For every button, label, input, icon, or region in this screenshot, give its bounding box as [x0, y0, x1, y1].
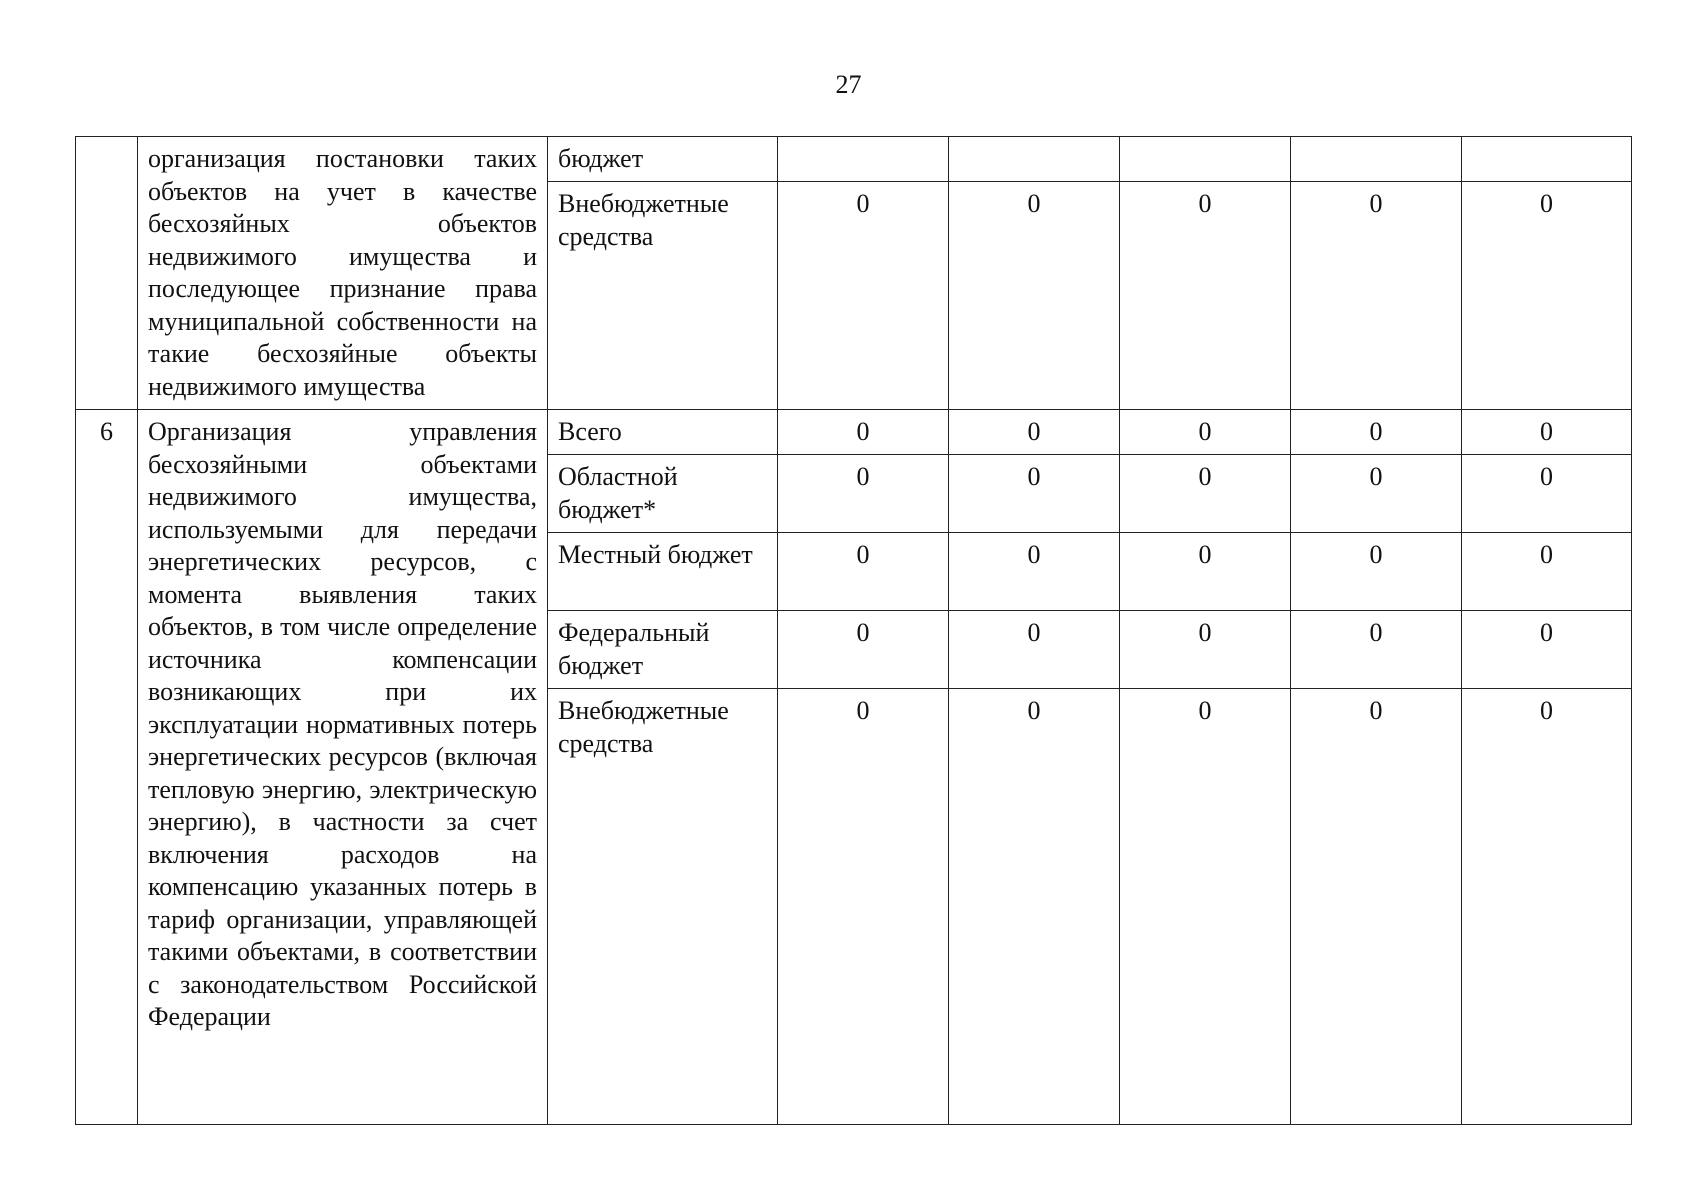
value-cell: 0 — [1462, 410, 1632, 455]
value-cell: 0 — [778, 611, 949, 689]
value-cell: 0 — [1462, 611, 1632, 689]
value-cell: 0 — [949, 611, 1120, 689]
funding-source-cell: Местный бюджет — [548, 533, 778, 611]
value-cell — [1462, 137, 1632, 182]
value-cell: 0 — [778, 455, 949, 533]
funding-source-cell: Областной бюджет* — [548, 455, 778, 533]
value-cell: 0 — [1291, 611, 1462, 689]
funding-source-cell: Внебюджетные средства — [548, 689, 778, 1125]
value-cell: 0 — [949, 182, 1120, 410]
value-cell — [778, 137, 949, 182]
value-cell: 0 — [1291, 689, 1462, 1125]
value-cell: 0 — [949, 455, 1120, 533]
value-cell: 0 — [1291, 182, 1462, 410]
page-number: 27 — [835, 70, 862, 99]
value-cell: 0 — [1120, 611, 1291, 689]
value-cell: 0 — [949, 410, 1120, 455]
value-cell: 0 — [1120, 689, 1291, 1125]
value-cell — [1291, 137, 1462, 182]
value-cell: 0 — [1291, 410, 1462, 455]
funding-source-cell: Федеральный бюджет — [548, 611, 778, 689]
value-cell: 0 — [778, 533, 949, 611]
value-cell: 0 — [949, 533, 1120, 611]
value-cell: 0 — [778, 182, 949, 410]
measure-description-cell: организация постановки таких объектов на учет в качестве бесхозяйных объектов недвижимого имущества и последующее признание права муниципальной собственности на такие бесхозяйные объекты недвижимого имущества — [138, 137, 548, 410]
table-row — [76, 137, 1632, 182]
value-cell — [949, 137, 1120, 182]
funding-source-cell: Всего — [548, 410, 778, 455]
value-cell: 0 — [1291, 533, 1462, 611]
value-cell: 0 — [778, 410, 949, 455]
value-cell: 0 — [1120, 410, 1291, 455]
value-cell: 0 — [1462, 182, 1632, 410]
value-cell: 0 — [1120, 455, 1291, 533]
value-cell: 0 — [1462, 455, 1632, 533]
budget-table — [75, 136, 1632, 1125]
row-number-cell — [76, 137, 138, 410]
funding-source-cell: Внебюджетные средства — [548, 182, 778, 410]
value-cell — [1120, 137, 1291, 182]
value-cell: 0 — [1120, 182, 1291, 410]
value-cell: 0 — [1291, 455, 1462, 533]
value-cell: 0 — [1120, 533, 1291, 611]
funding-source-cell: бюджет — [548, 137, 778, 182]
value-cell: 0 — [1462, 533, 1632, 611]
value-cell: 0 — [778, 689, 949, 1125]
table-row — [76, 410, 1632, 455]
row-number-cell: 6 — [76, 410, 138, 1125]
measure-description-cell: Организация управления бесхозяйными объектами недвижимого имущества, используемыми для передачи энергетических ресурсов, с момента выявления таких объектов, в том числе определение источника компенсации возникающих при их эксплуатации нормативных потерь энергетических ресурсов (включая тепловую энергию, электрическую энергию), в частности за счет включения расходов на компенсацию указанных потерь в тариф организации, управляющей такими объектами, в соответствии с законодательством Российской Федерации — [138, 410, 548, 1125]
value-cell: 0 — [1462, 689, 1632, 1125]
value-cell: 0 — [949, 689, 1120, 1125]
